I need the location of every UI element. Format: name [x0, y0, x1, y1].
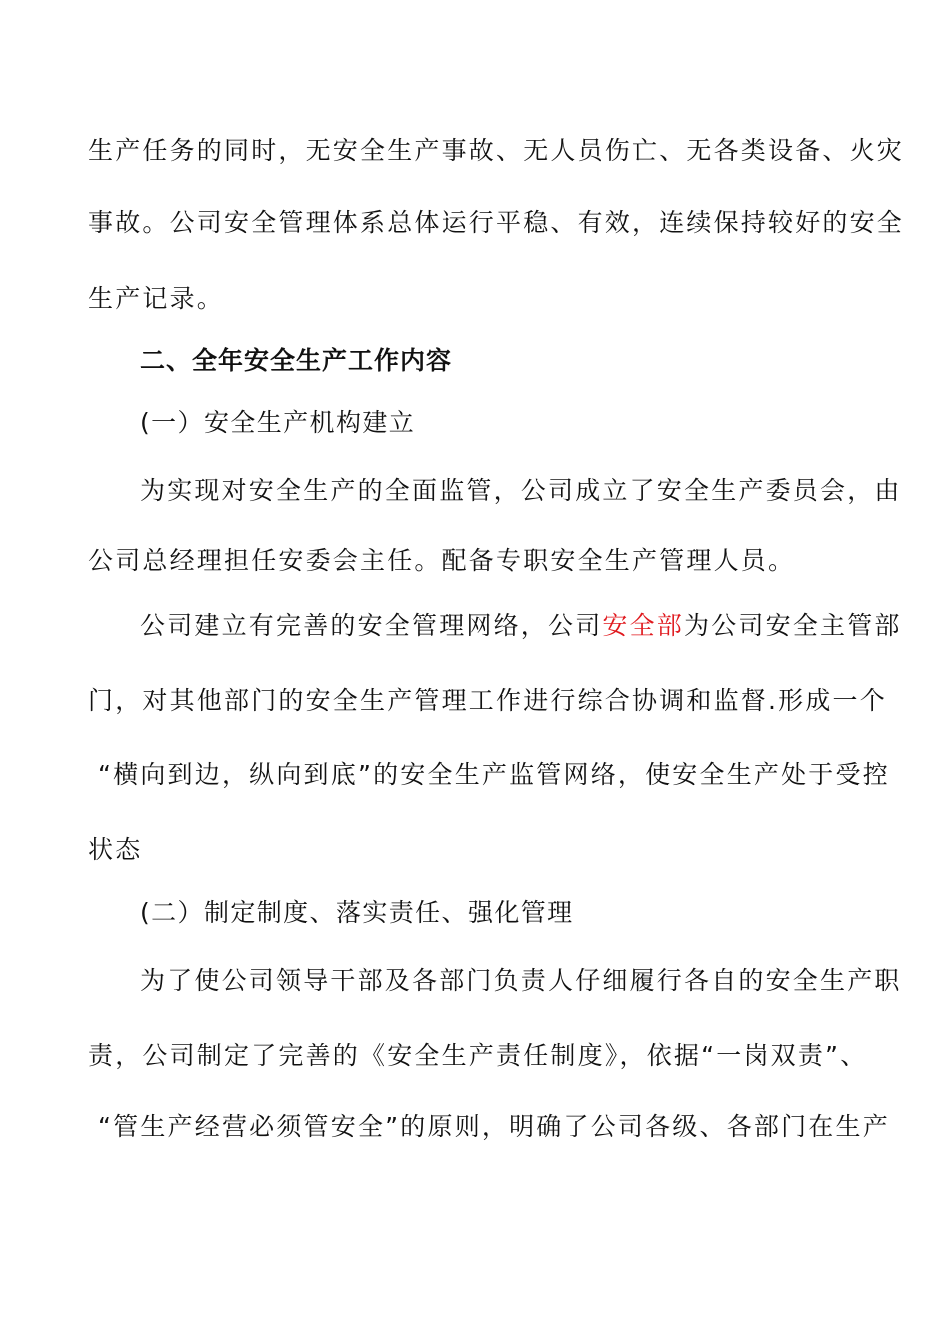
body-text-line: 生产记录。 [88, 284, 225, 313]
text-segment: 公司建立有完善的安全管理网络，公司 [140, 611, 603, 640]
highlighted-term: 安全部 [602, 611, 685, 640]
text-segment: 为公司安全主管部 [684, 611, 902, 640]
body-text-line: 为实现对安全生产的全面监管，公司成立了安全生产委员会，由 [140, 476, 902, 505]
body-text-line: 状态 [88, 835, 143, 864]
body-text-line: 事故。公司安全管理体系总体运行平稳、有效，连续保持较好的安全 [88, 208, 905, 237]
body-text-line: 公司总经理担任安委会主任。配备专职安全生产管理人员。 [88, 546, 796, 575]
section-heading: 二、全年安全生产工作内容 [140, 346, 453, 375]
body-text-line: “横向到边，纵向到底”的安全生产监管网络，使安全生产处于受控 [98, 760, 890, 789]
body-text-line [140, 610, 902, 642]
body-text-line: 责，公司制定了完善的《安全生产责任制度》，依据“一岗双责”、 [88, 1041, 868, 1070]
body-text-line: 门，对其他部门的安全生产管理工作进行综合协调和监督.形成一个 [88, 686, 887, 715]
subsection-heading: (二）制定制度、落实责任、强化管理 [140, 898, 574, 927]
body-text-line: 生产任务的同时，无安全生产事故、无人员伤亡、无各类设备、火灾 [88, 136, 905, 165]
body-text-line: 为了使公司领导干部及各部门负责人仔细履行各自的安全生产职 [140, 966, 902, 995]
subsection-heading: (一）安全生产机构建立 [140, 408, 416, 437]
body-text-line: “管生产经营必须管安全”的原则，明确了公司各级、各部门在生产 [98, 1112, 890, 1141]
